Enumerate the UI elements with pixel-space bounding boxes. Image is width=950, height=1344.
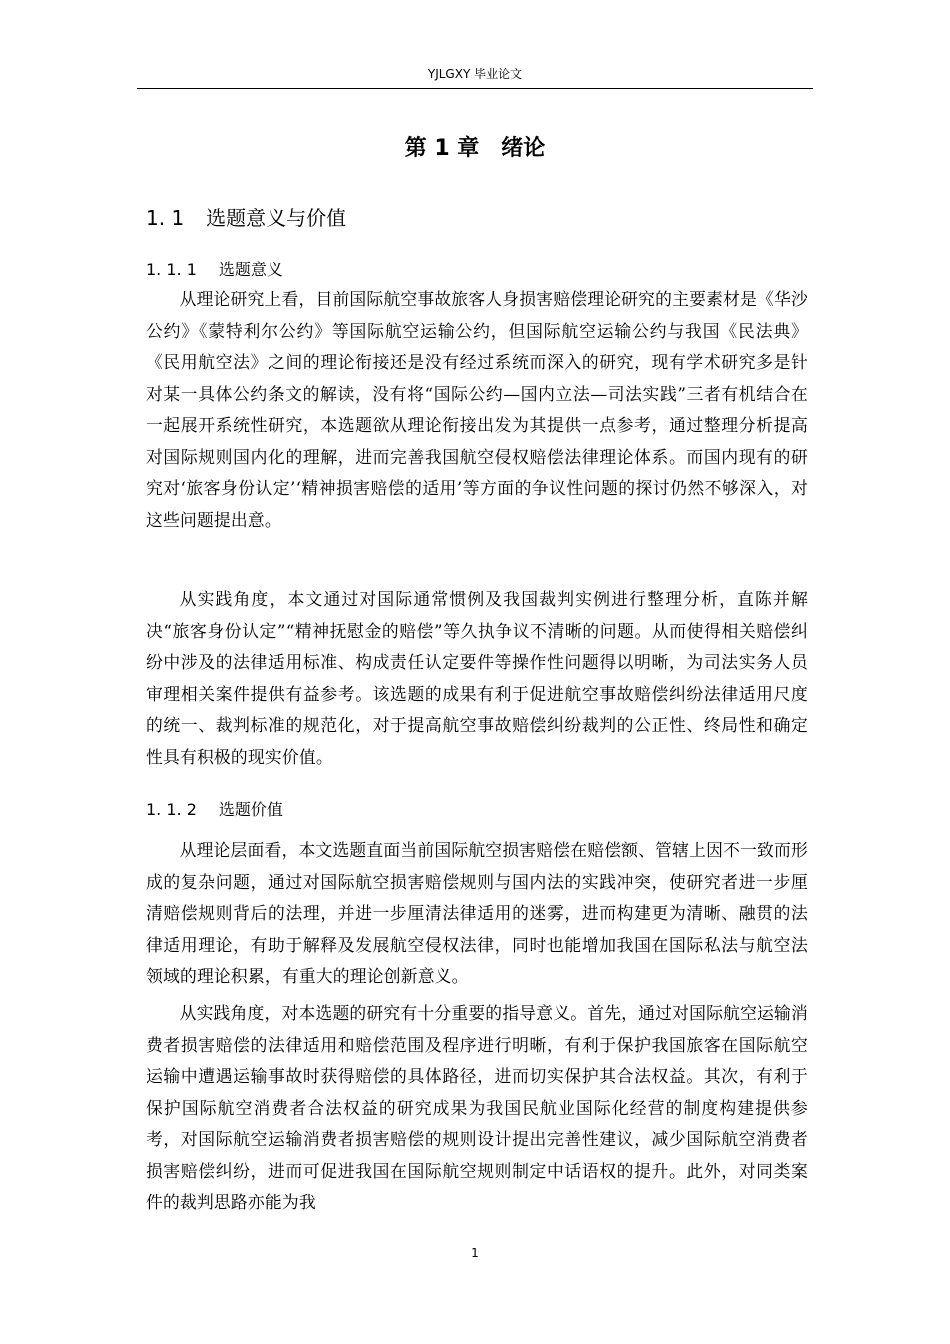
subsection-title: 选题意义 [218,260,283,279]
section-heading-1-1 [146,204,346,232]
paragraph: 从理论层面看，本文选题直面当前国际航空损害赔偿在赔偿额、管辖上因不一致而形成的复杂问题，通过对国际航空损害赔偿规则与国内法的实践冲突，使研究者进一步厘清赔偿规则背后的法理，并进一步厘清法律适用的迷雾，进而构建更为清晰、融贯的法律适用理论，有助于解释及发展航空侵权法律，同时也能增加我国在国际私法与航空法领域的理论积累，有重大的理论创新意义。 [146,840,808,986]
section-number: 1. 1 [146,206,185,230]
header-rule [137,88,813,89]
subsection-title: 选题价值 [218,800,283,819]
section-title: 选题意义与价值 [206,206,347,230]
running-header: YJLGXY 毕业论文 [427,67,523,81]
subsection-number: 1. 1. 2 [146,800,197,819]
paragraph: 从实践角度，本文通过对国际通常惯例及我国裁判实例进行整理分析，直陈并解决“旅客身份认定”“精神抚慰金的赔偿”等久执争议不清晰的问题。从而使得相关赔偿纠纷中涉及的法律适用标准、构成责任认定要件等操作性问题得以明晰，为司法实务人员审理相关案件提供有益参考。该选题的成果有利于促进航空事故赔偿纠纷法律适用尺度的统一、裁判标准的规范化，对于提高航空事故赔偿纠纷裁判的公正性、终局性和确定性具有积极的现实价值。 [146,589,808,767]
subsection-heading-1-1-1 [146,258,283,282]
chapter-title: 第 1 章 绪论 [404,136,546,161]
paragraph: 从实践角度，对本选题的研究有十分重要的指导意义。首先，通过对国际航空运输消费者损害赔偿的法律适用和赔偿范围及程序进行明晰，有利于保护我国旅客在国际航空运输中遭遇运输事故时获得赔偿的具体路径，进而切实保护其合法权益。其次，有利于保护国际航空消费者合法权益的研究成果为我国民航业国际化经营的制度构建提供参考，对国际航空运输消费者损害赔偿的规则设计提出完善性建议，减少国际航空消费者损害赔偿纠纷，进而可促进我国在国际航空规则制定中话语权的提升。此外，对同类案件的裁判思路亦能为我 [146,1003,808,1212]
paragraph: 从理论研究上看，目前国际航空事故旅客人身损害赔偿理论研究的主要素材是《华沙公约》《蒙特利尔公约》等国际航空运输公约，但国际航空运输公约与我国《民法典》《民用航空法》之间的理论衔接还是没有经过系统而深入的研究，现有学术研究多是针对某一具体公约条文的解读，没有将“国际公约—国内立法—司法实践”三者有机结合在一起展开系统性研究，本选题欲从理论衔接出发为其提供一点参考，通过整理分析提高对国际规则国内化的理解，进而完善我国航空侵权赔偿法律理论体系。而国内现有的研究对‘旅客身份认定’‘精神损害赔偿的适用’等方面的争议性问题的探讨仍然不够深入，对这些问题提出意。 [146,289,808,530]
page-number: 1 [471,1246,479,1260]
subsection-heading-1-1-2 [146,798,283,822]
subsection-number: 1. 1. 1 [146,260,197,279]
